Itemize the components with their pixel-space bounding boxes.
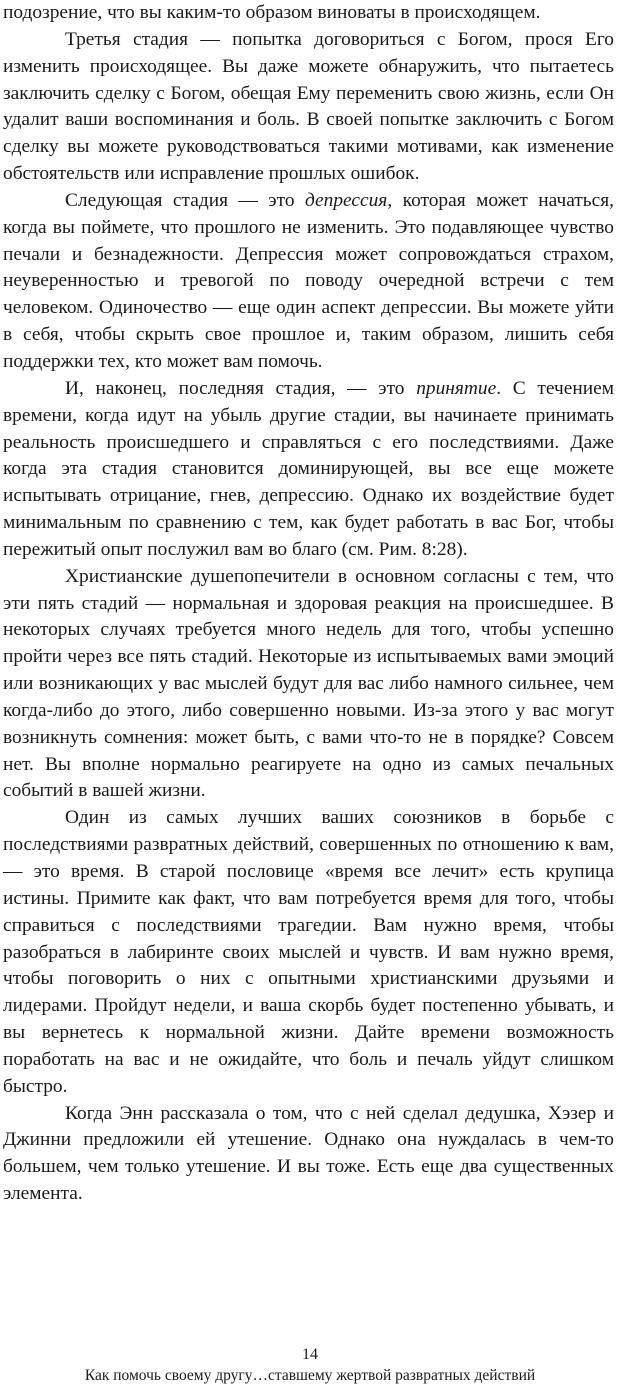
paragraph-3 <box>3 188 614 376</box>
paragraph-4-lead: И, наконец, последняя стадия, — это <box>65 377 417 399</box>
paragraph-4 <box>3 376 614 564</box>
paragraph-3-rest: , которая может начаться, когда вы поймете, что прошлого не изменить. Это подавляющее чувство печали и безнадежности. Депрессия может сопровождаться страхом, неуверенностью и тревогой по поводу очередной встречи с тем человеком. Одиночество — еще один аспект депрессии. Вы можете уйти в себя, чтобы скрыть свое прошлое и, таким образом, лишить себя поддержки тех, кто может вам помочь. <box>3 189 615 372</box>
running-footer-title: Как помочь своему другу…ставшему жертвой развратных действий <box>84 1367 536 1384</box>
paragraph-3-lead: Следующая стадия — это <box>65 189 305 211</box>
emphasis-acceptance: принятие <box>416 377 497 399</box>
emphasis-depression: депрессия <box>305 189 388 211</box>
paragraph-6: Один из самых лучших ваших союзников в борьбе с последствиями развратных действий, совершенных по отношению к вам, — это время. В старой пословице «время все лечит» есть крупица истины. Примите как факт, что вам потребуется время для того, чтобы справиться с последствиями трагедии. Вам нужно время, чтобы разобраться в лабиринте своих мыслей и чувств. И вам нужно время, чтобы поговорить о них с опытными христианскими друзьями и лидерами. Пройдут недели, и ваша скорбь будет постепенно убывать, и вы вернетесь к нормальной жизни. Дайте времени возможность поработать на вас и не ожидайте, что боль и печаль уйдут слишком быстро. <box>3 807 614 1097</box>
paragraph-5: Христианские душепопечители в основном согласны с тем, что эти пять стадий — нормальная и здоровая реакция на происшедшее. В некоторых случаях требуется много недель для того, чтобы успешно пройти через все пять стадий. Некоторые из испытываемых вами эмоций или возникающих у вас мыслей будут для вас либо намного сильнее, чем когда-либо до этого, либо совершенно новыми. Из-за этого у вас могут возникнуть сомнения: может быть, с вами что-то не в порядке? Совсем нет. Вы вполне нормально реагируете на одно из самых печальных событий в вашей жизни. <box>3 565 614 802</box>
paragraph-4-rest: . С течением времени, когда идут на убыль другие стадии, вы начинаете принимать реальность происшедшего и справляться с его последствиями. Даже когда эта стадия становится доминирующей, вы все еще можете испытывать отрицание, гнев, депрессию. Однако их воздействие будет минимальным по сравнению с тем, как будет работать в вас Бог, чтобы пережитый опыт послужил вам во благо (см. Рим. 8:28). <box>3 377 614 560</box>
text-column <box>3 0 614 1208</box>
paragraph-2: Третья стадия — попытка договориться с Богом, прося Его изменить происходящее. Вы даже можете обнаружить, что пытаетесь заключить сделку с Богом, обещая Ему переменить свою жизнь, если Он удалит ваши воспоминания и боль. В своей попытке заключить с Богом сделку вы можете руководствоваться такими мотивами, как изменение обстоятельств или исправление прошлых ошибок. <box>3 28 614 185</box>
paragraph-1: подозрение, что вы каким-то образом виноваты в происходящем. <box>3 2 541 23</box>
paragraph-7: Когда Энн рассказала о том, что с ней сделал дедушка, Хэзер и Джинни предложили ей утешение. Однако она нуждалась в чем-то большем, чем только утешение. И вы тоже. Есть еще два существенных элемента. <box>3 1102 614 1205</box>
page-number: 14 <box>302 1346 318 1363</box>
